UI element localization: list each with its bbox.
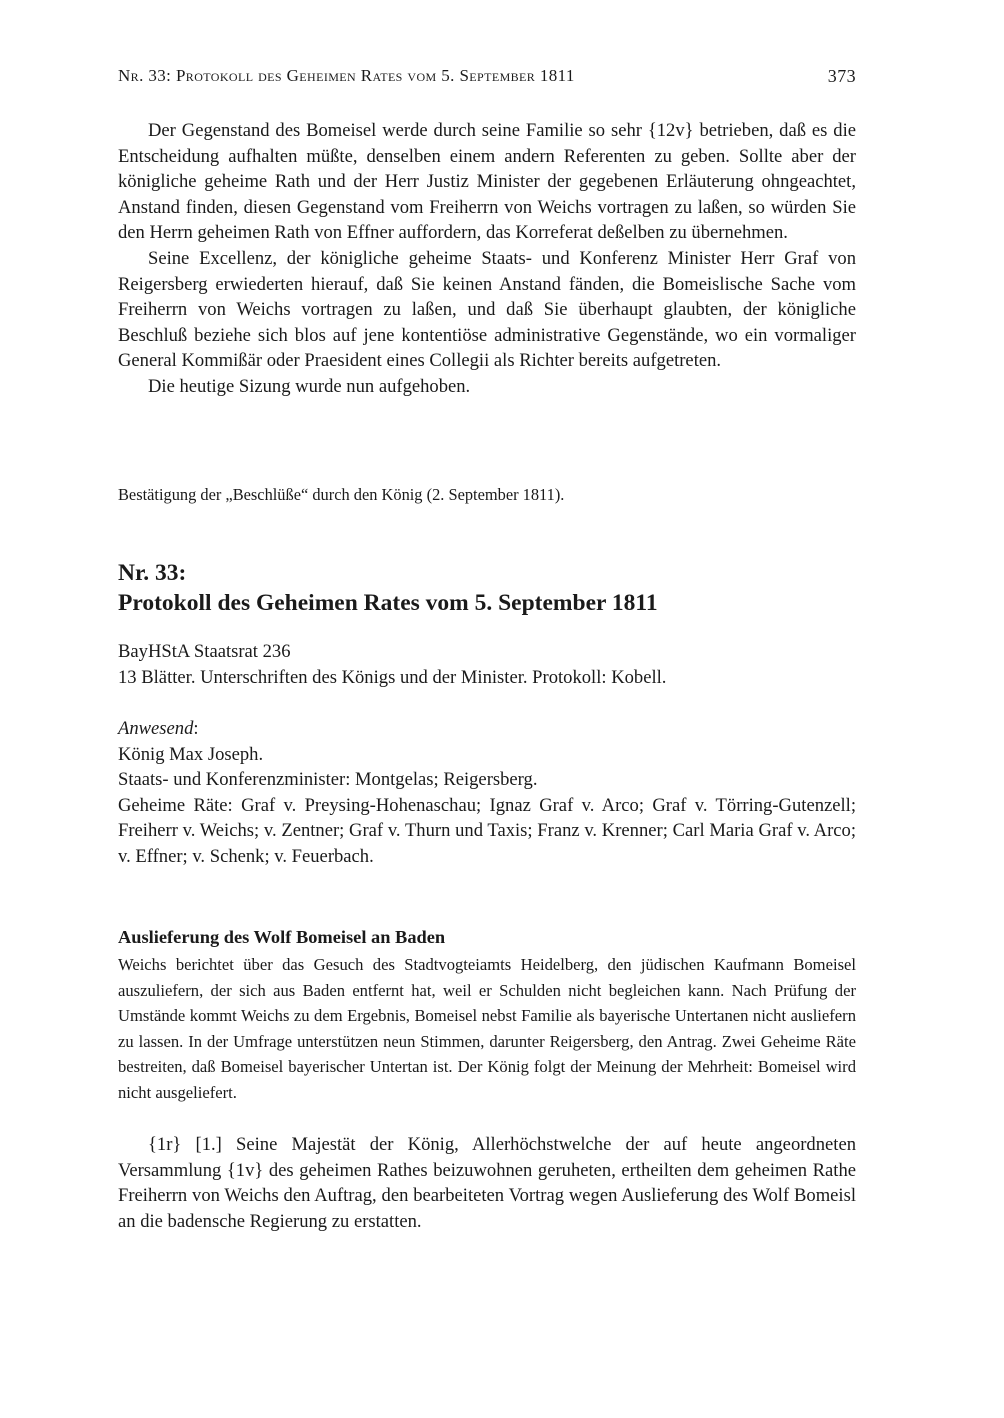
section-summary-block — [118, 952, 856, 1106]
section-summary: Weichs berichtet über das Gesuch des Stadtvogteiamts Heidelberg, den jüdischen Kaufmann Bomeisel auszuliefern, der sich aus Baden entfernt hat, weil er Schulden nicht begleichen kann. Nach Prüfung der Umstände kommt Weichs zu dem Ergebnis, Bomeisel nebst Familie als bayerische Untertanen nicht ausliefern zu lassen. In der Umfrage unterstützen neun Stimmen, darunter Reigersberg, den Antrag. Zwei Geheime Räte bestreiten, daß Bomeisel bayerischer Untertan ist. Der König folgt der Meinung der Mehrheit: Bomeisel wird nicht ausgeliefert. — [118, 955, 856, 1102]
running-head-title: Nr. 33: Protokoll des Geheimen Rates vom 5. September 1811 — [118, 66, 575, 85]
previous-protocol-text — [118, 118, 856, 400]
paragraph: Der Gegenstand des Bomeisel werde durch seine Familie so sehr {12v} betrieben, daß es die Entscheidung aufhalten müßte, denselben einem andern Referenten zu geben. Sollte aber der königliche geheime Rath und der Herr Justiz Minister der gegebenen Erläuterung ohngeachtet, Anstand finden, diesen Gegenstand vom Freiherrn von Weichs vortragen zu laßen, so würden Sie den Herrn geheimen Rath von Effner auffordern, das Korreferat deßelben zu übernehmen. — [118, 120, 856, 244]
document-heading — [118, 558, 856, 618]
section-body-block — [118, 1132, 856, 1234]
attendee-line: Staats- und Konferenzminister: Montgelas; Reigersberg. — [118, 769, 538, 791]
present-label: Anwesend — [118, 718, 194, 739]
section-heading: Auslieferung des Wolf Bomeisel an Baden — [118, 927, 446, 947]
archive-info — [118, 639, 856, 690]
confirmation-note-block — [118, 484, 856, 506]
present-label-line — [118, 716, 856, 742]
attendee-line: König Max Joseph. — [118, 743, 264, 765]
confirmation-note: Bestätigung der „Beschlüße“ durch den König (2. September 1811). — [118, 485, 565, 504]
running-head — [118, 66, 856, 92]
document-title: Protokoll des Geheimen Rates vom 5. September 1811 — [118, 590, 658, 616]
attendance-list — [118, 716, 856, 870]
paragraph: Die heutige Sizung wurde nun aufgehoben. — [148, 375, 471, 397]
page-number: 373 — [827, 66, 856, 86]
paragraph: Seine Excellenz, der königliche geheime Staats- und Konferenz Minister Herr Graf von Reigersberg erwiederten hierauf, daß Sie keinen Anstand fänden, die Bomeislische Sache vom Freiherrn von Weichs vortragen zu laßen, und daß Sie überhaupt glaubten, der königliche Beschluß beziehe sich blos auf jene kontentiöse administrative Gegenstände, wo ein vormaliger General Kommißär oder Praesident eines Collegii als Richter bereits aufgetreten. — [118, 247, 856, 372]
section-heading-block — [118, 925, 856, 950]
document-number: Nr. 33: — [118, 560, 187, 586]
attendee-line: Geheime Räte: Graf v. Preysing-Hohenaschau; Ignaz Graf v. Arco; Graf v. Törring-Gutenzell; Freiherr v. Weichs; v. Zentner; Graf v. Thurn und Taxis; Franz v. Krenner; Carl Maria Graf v. Arco; v. Effner; v. Schenk; v. Feuerbach. — [118, 794, 856, 867]
section-body: {1r} [1.] Seine Majestät der König, Allerhöchstwelche der auf heute angeordneten Versammlung {1v} des geheimen Rathes beizuwohnen geruheten, ertheilten dem geheimen Rathe Freiherrn von Weichs den Auftrag, den bearbeiteten Vortrag wegen Auslieferung des Wolf Bomeisl an die badensche Regierung zu erstatten. — [118, 1134, 856, 1232]
present-colon: : — [193, 718, 199, 739]
archive-signature: BayHStA Staatsrat 236 — [118, 641, 291, 662]
archive-description: 13 Blätter. Unterschriften des Königs und der Minister. Protokoll: Kobell. — [118, 666, 667, 688]
